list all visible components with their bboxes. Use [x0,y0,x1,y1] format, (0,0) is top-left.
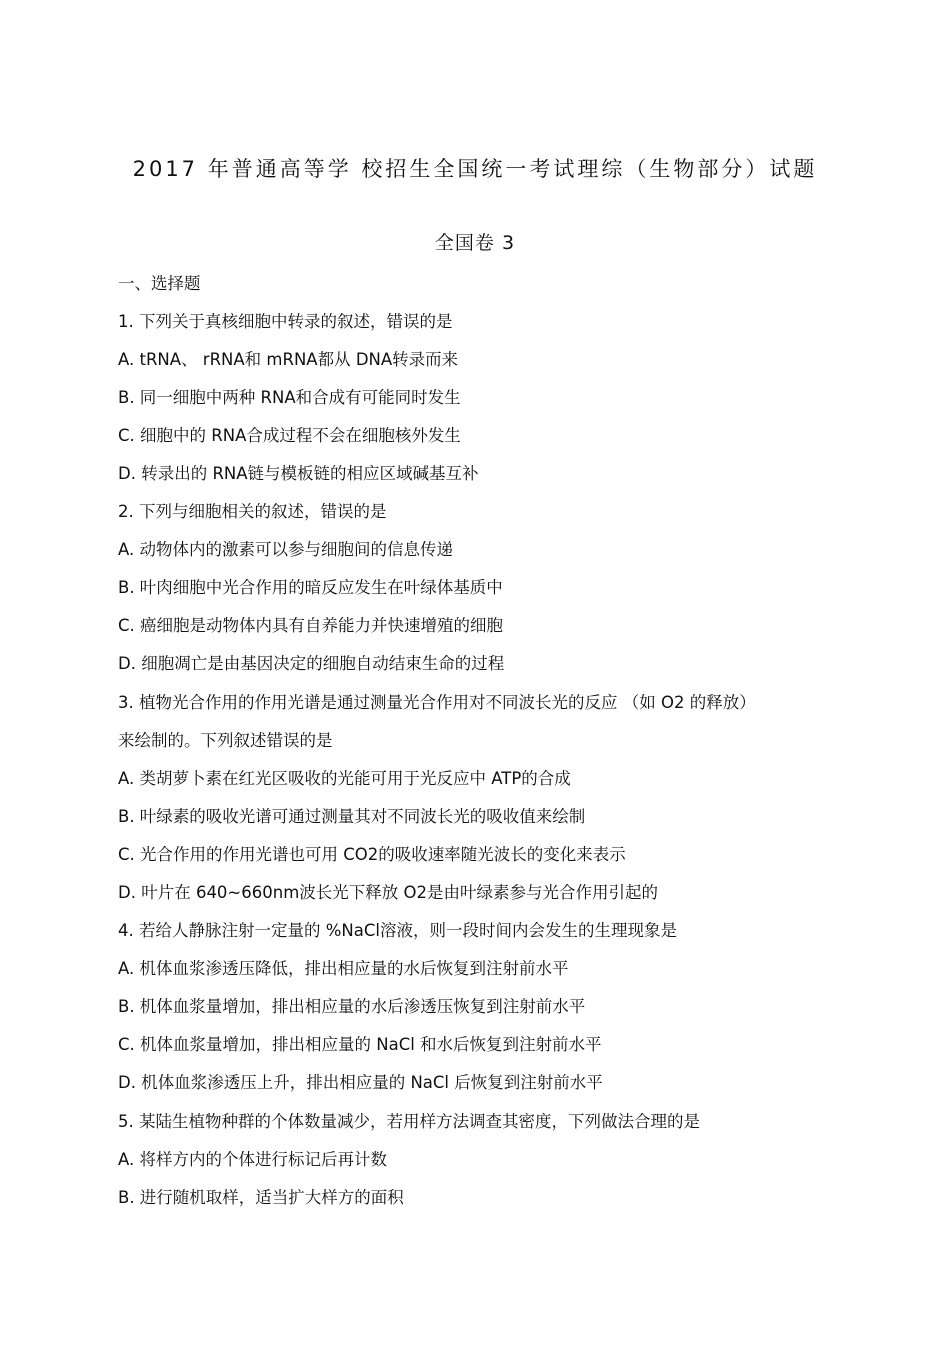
question-1-option-d: D. 转录出的 RNA链与模板链的相应区域碱基互补 [118,464,479,483]
question-3-stem-continued: 来绘制的。下列叙述错误的是 [118,731,333,750]
question-4-stem: 4. 若给人静脉注射一定量的 %NaCl溶液，则一段时间内会发生的生理现象是 [118,921,677,940]
question-1-option-b: B. 同一细胞中两种 RNA和合成有可能同时发生 [118,388,461,407]
question-4-option-d: D. 机体血浆渗透压上升，排出相应量的 NaCl 后恢复到注射前水平 [118,1073,603,1092]
question-4-option-c: C. 机体血浆量增加，排出相应量的 NaCl 和水后恢复到注射前水平 [118,1035,602,1054]
question-2-stem: 2. 下列与细胞相关的叙述，错误的是 [118,502,387,521]
question-5-option-a: A. 将样方内的个体进行标记后再计数 [118,1150,387,1169]
question-2-option-c: C. 癌细胞是动物体内具有自养能力并快速增殖的细胞 [118,616,504,635]
document-subtitle: 全国卷 3 [434,232,516,254]
question-2-option-a: A. 动物体内的激素可以参与细胞间的信息传递 [118,540,453,559]
question-2-option-b: B. 叶肉细胞中光合作用的暗反应发生在叶绿体基质中 [118,578,503,597]
question-3-option-c: C. 光合作用的作用光谱也可用 CO2的吸收速率随光波长的变化来表示 [118,845,626,864]
question-1-stem: 1. 下列关于真核细胞中转录的叙述，错误的是 [118,312,453,331]
question-1-option-a: A. tRNA、 rRNA和 mRNA都从 DNA转录而来 [118,350,459,369]
question-4-option-b: B. 机体血浆量增加，排出相应量的水后渗透压恢复到注射前水平 [118,997,586,1016]
question-5-stem: 5. 某陆生植物种群的个体数量减少，若用样方法调查其密度，下列做法合理的是 [118,1112,700,1131]
question-3-option-b: B. 叶绿素的吸收光谱可通过测量其对不同波长光的吸收值来绘制 [118,807,586,826]
section-heading: 一、选择题 [118,274,201,293]
document-title: 2017 年普通高等学 校招生全国统一考试理综（生物部分）试题 [132,157,818,181]
question-5-option-b: B. 进行随机取样，适当扩大样方的面积 [118,1188,404,1207]
question-1-option-c: C. 细胞中的 RNA合成过程不会在细胞核外发生 [118,426,461,445]
question-2-option-d: D. 细胞凋亡是由基因决定的细胞自动结束生命的过程 [118,654,505,673]
question-3-option-d: D. 叶片在 640~660nm波长光下释放 O2是由叶绿素参与光合作用引起的 [118,883,659,902]
question-4-option-a: A. 机体血浆渗透压降低，排出相应量的水后恢复到注射前水平 [118,959,569,978]
question-3-option-a: A. 类胡萝卜素在红光区吸收的光能可用于光反应中 ATP的合成 [118,769,571,788]
question-3-stem: 3. 植物光合作用的作用光谱是通过测量光合作用对不同波长光的反应 （如 O2 的释放） [118,693,756,712]
